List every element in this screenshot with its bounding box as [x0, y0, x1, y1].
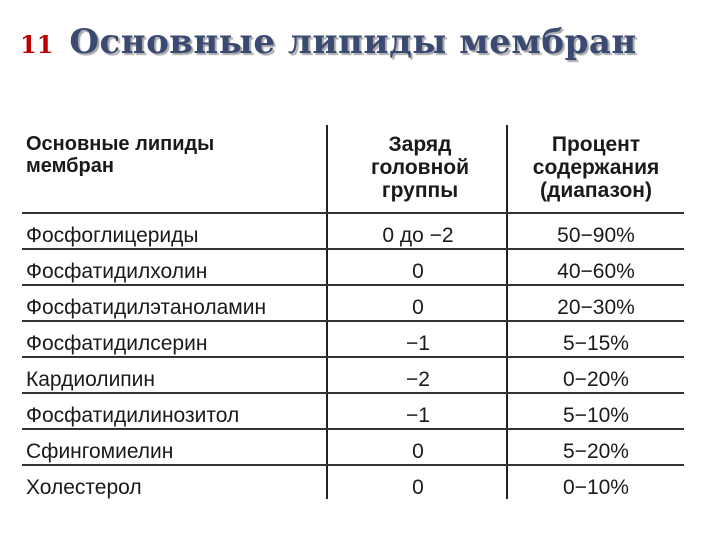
head-charge: 0: [412, 260, 424, 283]
slide-title: Основные липиды мембран: [69, 22, 637, 62]
column-divider: [326, 125, 328, 499]
lipid-name: Фосфатидилхолин: [26, 260, 208, 283]
head-charge: −2: [406, 368, 430, 391]
header-line: Заряд: [388, 133, 452, 156]
head-charge: −1: [406, 332, 430, 355]
lipid-name: Фосфатидилинозитол: [26, 404, 240, 427]
head-charge: 0: [412, 440, 424, 463]
lipid-name: Кардиолипин: [26, 368, 155, 391]
header-charge: [334, 133, 506, 202]
head-charge: 0: [412, 296, 424, 319]
header-line: (диапазон): [540, 179, 652, 202]
row-divider: [22, 284, 684, 286]
lipid-name: Фосфоглицериды: [26, 224, 199, 247]
percent-range: 5−10%: [563, 404, 629, 427]
slide-header: [20, 22, 637, 70]
percent-range: 20−30%: [557, 296, 635, 319]
lipid-name: Фосфатидилсерин: [26, 332, 208, 355]
row-divider: [22, 356, 684, 358]
head-charge: −1: [406, 404, 430, 427]
percent-range: 0−20%: [563, 368, 629, 391]
lipid-name: Фосфатидилэтаноламин: [26, 296, 267, 319]
percent-range: 5−15%: [563, 332, 629, 355]
row-divider: [22, 428, 684, 430]
percent-range: 5−20%: [563, 440, 629, 463]
column-divider: [506, 125, 508, 499]
row-divider: [22, 392, 684, 394]
row-divider: [22, 320, 684, 322]
header-line: головной: [371, 156, 469, 179]
header-lipids: [26, 133, 316, 177]
header-line: содержания: [532, 156, 660, 179]
row-divider: [22, 248, 684, 250]
lipids-table: [18, 125, 684, 499]
slide-number: 11: [20, 30, 54, 59]
lipid-name: Сфингомиелин: [26, 440, 174, 463]
header-line: группы: [381, 179, 459, 202]
percent-range: 0−10%: [563, 476, 629, 499]
header-percent: [510, 133, 682, 202]
header-line: мембран: [26, 155, 114, 177]
row-divider: [22, 212, 684, 214]
row-divider: [22, 464, 684, 466]
header-line: Основные липиды: [26, 133, 215, 155]
percent-range: 50−90%: [557, 224, 635, 247]
lipid-name: Холестерол: [26, 476, 142, 499]
head-charge: 0: [412, 476, 424, 499]
header-line: Процент: [551, 133, 641, 156]
head-charge: 0 до −2: [382, 224, 454, 247]
percent-range: 40−60%: [557, 260, 635, 283]
